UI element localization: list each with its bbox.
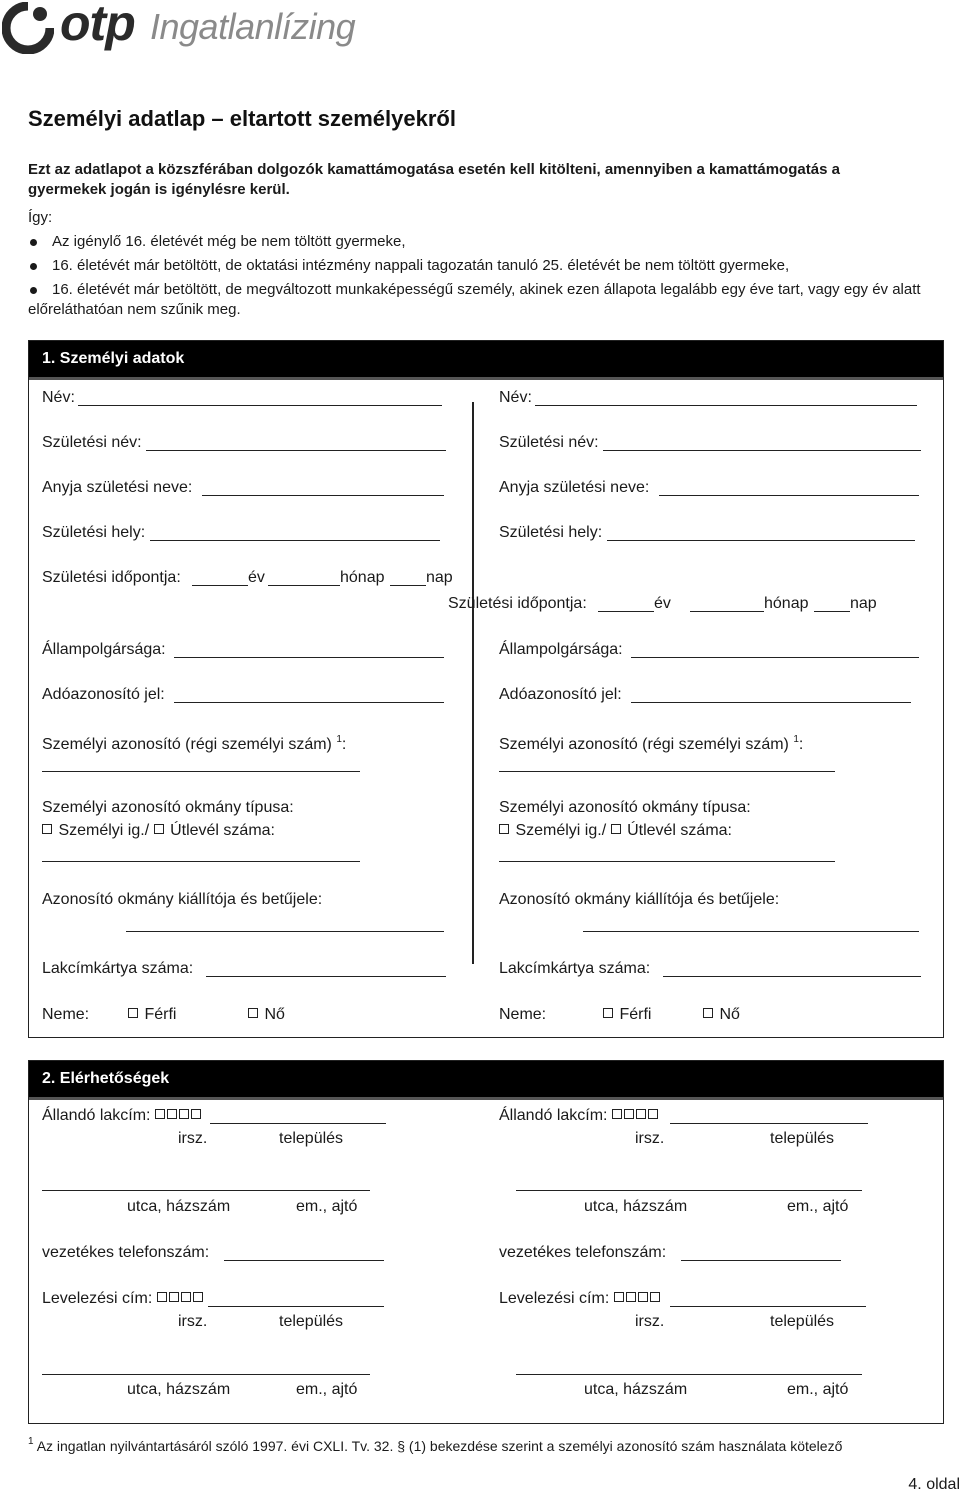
section-header: 2. Elérhetőségek xyxy=(29,1061,943,1097)
telefon-label-2: vezetékes telefonszám: xyxy=(499,1244,667,1261)
ev-field-2[interactable] xyxy=(598,611,654,612)
nap-label: nap xyxy=(426,569,453,586)
szuletesi-nev-field[interactable] xyxy=(146,450,446,451)
utlevel-checkbox-2[interactable] xyxy=(611,824,621,834)
adoazonosito-label: Adóazonosító jel: xyxy=(42,686,165,703)
allampolgarsag-label: Állampolgársága: xyxy=(42,641,166,658)
footnote: $^1$ Az ingatlan nyilvántartásáról szóló 1997. évi CXLI. Tv. 32. § (1) bekezdése szerint a személyi azonosító szám használata kötelező xyxy=(28,1436,843,1454)
okmany-options: Személyi ig./ Útlevél száma: xyxy=(42,821,275,841)
okmany-tipus-label: Személyi azonosító okmány típusa: xyxy=(42,799,294,816)
logo-subtitle: Ingatlanlízing xyxy=(150,6,356,47)
allampolgarsag-field[interactable] xyxy=(174,657,444,658)
irsz-box[interactable] xyxy=(638,1292,648,1302)
neme-label: Neme: xyxy=(42,1006,90,1023)
irsz-box[interactable] xyxy=(181,1292,191,1302)
allampolgarsag-label-2: Állampolgársága: xyxy=(499,641,623,658)
szemelyi-azon-field[interactable] xyxy=(42,771,360,772)
irsz-box[interactable] xyxy=(155,1109,165,1119)
section-header: 1. Személyi adatok xyxy=(29,341,943,377)
levelezesi-telepules-field-2[interactable] xyxy=(670,1306,866,1307)
nev-field-2[interactable] xyxy=(535,405,917,406)
anyja-label: Anyja születési neve: xyxy=(42,479,193,496)
allando-utca-field-2[interactable] xyxy=(516,1190,862,1191)
irsz-caption: irsz. xyxy=(178,1130,208,1147)
nev-field[interactable] xyxy=(78,405,442,406)
adoazonosito-label-2: Adóazonosító jel: xyxy=(499,686,622,703)
irsz-box[interactable] xyxy=(650,1292,660,1302)
section-personal-data xyxy=(28,340,944,1038)
szuletesi-nev-field-2[interactable] xyxy=(603,450,921,451)
intro-igy: Így: xyxy=(28,209,53,226)
honap-field[interactable] xyxy=(268,585,340,586)
szuletesi-nev-label-2: Születési név: xyxy=(499,434,599,451)
telepules-caption: település xyxy=(770,1313,835,1330)
utca-caption: utca, házszám xyxy=(584,1381,688,1398)
telefon-label: vezetékes telefonszám: xyxy=(42,1244,210,1261)
em-ajto-caption: em., ajtó xyxy=(296,1198,358,1215)
nev-label-2: Név: xyxy=(499,389,532,406)
irsz-box[interactable] xyxy=(636,1109,646,1119)
page-title: Személyi adatlap – eltartott személyekről xyxy=(28,106,456,131)
nap-label-2: nap xyxy=(850,595,877,612)
irsz-caption: irsz. xyxy=(635,1130,665,1147)
szemelyi-azon-label: Személyi azonosító (régi személyi szám) $^1$: xyxy=(42,734,347,753)
szuletesi-nev-label: Születési név: xyxy=(42,434,142,451)
allando-utca-field[interactable] xyxy=(42,1190,370,1191)
anyja-field[interactable] xyxy=(202,495,444,496)
utca-caption: utca, házszám xyxy=(584,1198,688,1215)
no-option-2[interactable]: Nő xyxy=(703,1005,740,1025)
irsz-box[interactable] xyxy=(169,1292,179,1302)
okmany-szam-field[interactable] xyxy=(42,861,360,862)
levelezesi-cim-label-2: Levelezési cím: xyxy=(499,1289,662,1309)
levelezesi-telepules-field[interactable] xyxy=(208,1306,384,1307)
irsz-caption: irsz. xyxy=(635,1313,665,1330)
irsz-box[interactable] xyxy=(612,1109,622,1119)
kiallito-label: Azonosító okmány kiállítója és betűjele: xyxy=(42,891,323,908)
no-checkbox-2[interactable] xyxy=(703,1008,713,1018)
em-ajto-caption: em., ajtó xyxy=(296,1381,358,1398)
irsz-box[interactable] xyxy=(191,1109,201,1119)
ferfi-checkbox[interactable] xyxy=(128,1008,138,1018)
adoazonosito-field[interactable] xyxy=(174,702,444,703)
szemelyi-ig-checkbox-2[interactable] xyxy=(499,824,509,834)
allando-telepules-field[interactable] xyxy=(210,1123,386,1124)
okmany-szam-field-2[interactable] xyxy=(499,861,835,862)
adoazonosito-field-2[interactable] xyxy=(631,702,911,703)
allando-telepules-field-2[interactable] xyxy=(670,1123,868,1124)
irsz-box[interactable] xyxy=(167,1109,177,1119)
page-number: 4. oldal xyxy=(908,1476,960,1493)
ferfi-checkbox-2[interactable] xyxy=(603,1008,613,1018)
nap-field-2[interactable] xyxy=(814,611,850,612)
levelezesi-utca-field-2[interactable] xyxy=(516,1374,862,1375)
lakcimkartya-field[interactable] xyxy=(206,976,446,977)
otp-logo-icon xyxy=(2,2,54,54)
telepules-caption: település xyxy=(770,1130,835,1147)
logo-brand: otp xyxy=(60,0,135,51)
allando-lakcim-label: Állandó lakcím: xyxy=(42,1106,203,1126)
szul-hely-field-2[interactable] xyxy=(607,540,915,541)
no-option[interactable]: Nő xyxy=(248,1005,285,1025)
honap-label-2: hónap xyxy=(764,595,809,612)
no-checkbox[interactable] xyxy=(248,1008,258,1018)
irsz-box[interactable] xyxy=(179,1109,189,1119)
honap-field-2[interactable] xyxy=(690,611,764,612)
header-shadow xyxy=(29,1097,943,1100)
kiallito-field-2[interactable] xyxy=(583,931,919,932)
szemelyi-azon-label-2: Személyi azonosító (régi személyi szám) $^1$: xyxy=(499,734,804,753)
telepules-caption: település xyxy=(279,1130,344,1147)
irsz-box[interactable] xyxy=(193,1292,203,1302)
intro-bold-1: Ezt az adatlapot a közszférában dolgozók kamattámogatása esetén kell kitölteni, amennyiben a kamattámogatás a xyxy=(28,161,840,178)
irsz-box[interactable] xyxy=(624,1109,634,1119)
lakcimkartya-label-2: Lakcímkártya száma: xyxy=(499,960,651,977)
irsz-box[interactable] xyxy=(614,1292,624,1302)
em-ajto-caption: em., ajtó xyxy=(787,1198,849,1215)
intro-bold-2: gyermekek jogán is igénylésre kerül. xyxy=(28,181,290,198)
szul-hely-field[interactable] xyxy=(150,540,440,541)
bullet-dot-icon xyxy=(30,263,37,270)
header-shadow xyxy=(29,377,943,380)
szul-hely-label-2: Születési hely: xyxy=(499,524,603,541)
okmany-tipus-label-2: Személyi azonosító okmány típusa: xyxy=(499,799,751,816)
kiallito-field[interactable] xyxy=(126,931,444,932)
allando-lakcim-label-2: Állandó lakcím: xyxy=(499,1106,660,1126)
lakcimkartya-field-2[interactable] xyxy=(663,976,921,977)
levelezesi-utca-field[interactable] xyxy=(42,1374,370,1375)
nev-label: Név: xyxy=(42,389,75,406)
ev-label-2: év xyxy=(654,595,671,612)
okmany-options-2: Személyi ig./ Útlevél száma: xyxy=(499,821,732,841)
ferfi-option[interactable]: Férfi xyxy=(128,1005,176,1025)
telefon-field-2[interactable] xyxy=(681,1260,841,1261)
telefon-field[interactable] xyxy=(224,1260,384,1261)
nap-field[interactable] xyxy=(390,585,426,586)
szemelyi-azon-field-2[interactable] xyxy=(499,771,835,772)
neme-label-2: Neme: xyxy=(499,1006,547,1023)
ev-field[interactable] xyxy=(192,585,248,586)
ferfi-option-2[interactable]: Férfi xyxy=(603,1005,651,1025)
column-divider xyxy=(472,402,474,964)
anyja-label-2: Anyja születési neve: xyxy=(499,479,650,496)
levelezesi-cim-label: Levelezési cím: xyxy=(42,1289,205,1309)
szemelyi-ig-checkbox[interactable] xyxy=(42,824,52,834)
irsz-box[interactable] xyxy=(648,1109,658,1119)
bullet-dot-icon xyxy=(30,239,37,246)
honap-label: hónap xyxy=(340,569,385,586)
szul-idopont-label: Születési időpontja: xyxy=(42,569,181,586)
szul-hely-label: Születési hely: xyxy=(42,524,146,541)
irsz-box[interactable] xyxy=(626,1292,636,1302)
utlevel-checkbox[interactable] xyxy=(154,824,164,834)
em-ajto-caption: em., ajtó xyxy=(787,1381,849,1398)
allampolgarsag-field-2[interactable] xyxy=(631,657,919,658)
irsz-caption: irsz. xyxy=(178,1313,208,1330)
utca-caption: utca, házszám xyxy=(127,1381,231,1398)
anyja-field-2[interactable] xyxy=(659,495,919,496)
lakcimkartya-label: Lakcímkártya száma: xyxy=(42,960,194,977)
kiallito-label-2: Azonosító okmány kiállítója és betűjele: xyxy=(499,891,780,908)
irsz-box[interactable] xyxy=(157,1292,167,1302)
telepules-caption: település xyxy=(279,1313,344,1330)
utca-caption: utca, házszám xyxy=(127,1198,231,1215)
ev-label: év xyxy=(248,569,265,586)
szul-idopont-label-2: Születési időpontja: xyxy=(448,595,587,612)
